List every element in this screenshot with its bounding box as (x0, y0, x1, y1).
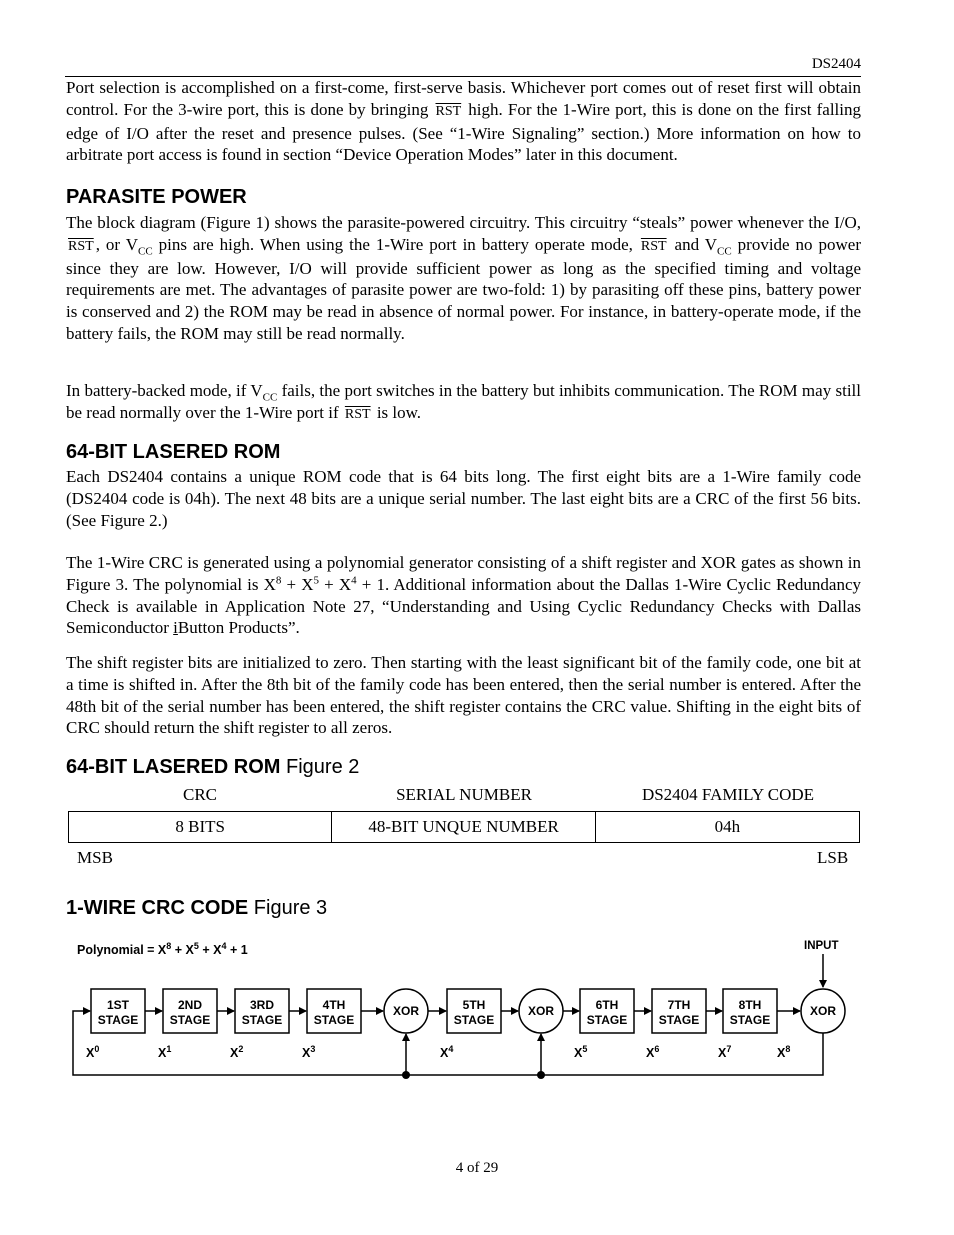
stage-4-box (307, 989, 361, 1033)
stage-3-box (235, 989, 289, 1033)
xor-gate-1 (384, 989, 428, 1033)
svg-text:STAGE: STAGE (169, 1013, 211, 1027)
stage-8-box (723, 989, 777, 1033)
svg-text:4TH: 4TH (322, 998, 346, 1012)
stage-2-box (163, 989, 217, 1033)
stage-6-box (580, 989, 634, 1033)
parasite-paragraph-1: The block diagram (Figure 1) shows the parasite-powered circuitry. This circuitry “steals” power whenever the I/O, $\overline{RST}$ , or $V_{CC}$ pins are high. When using the 1-Wire port in battery operate mode, $\overline{RST}$ and $V_{CC}$ provide no power since they are low. However, I/O will provide sufficient power as long as the specified timing and voltage requirements are met. The advantages of parasite power are two-fold: 1) by parasiting off these pins, battery power is conserved and 2) the ROM may be read in absence of normal power. For instance, in battery-operate mode, if the battery fails, the ROM may still be read normally. (66, 213, 861, 343)
stage-5-box (447, 989, 501, 1033)
svg-text:STAGE: STAGE (586, 1013, 628, 1027)
svg-text:XOR: XOR (809, 1004, 837, 1018)
svg-text:STAGE: STAGE (313, 1013, 355, 1027)
svg-text:5TH: 5TH (462, 998, 486, 1012)
tap-label-x8: $X^8$ (777, 1044, 791, 1060)
svg-text:STAGE: STAGE (658, 1013, 700, 1027)
tap-label-x2: $X^2$ (230, 1044, 244, 1060)
tap-label-x7: $X^7$ (718, 1044, 732, 1060)
cell-crc-bits: 8 BITS (69, 812, 332, 843)
tap-label-x3: $X^3$ (302, 1044, 316, 1060)
stage-1-box (91, 989, 145, 1033)
rom-layout-table (68, 811, 860, 843)
crc-diagram (66, 935, 866, 1090)
tap-label-x0: $X^0$ (86, 1044, 100, 1060)
rom-paragraph-2: The 1-Wire CRC is generated using a polynomial generator consisting of a shift register and XOR gates as shown in Figure 3. The polynomial is $X^8 + X^5 + X^4 + 1$. Additional information about the Dallas 1-Wire Cyclic Redundancy Check is available in Application Note 27, “Understanding and Using Cyclic Redundancy Checks with Dallas Semiconductor iButton Products”. (66, 553, 861, 638)
svg-text:1ST: 1ST (106, 998, 130, 1012)
svg-text:STAGE: STAGE (241, 1013, 283, 1027)
col-header-crc: CRC (182, 785, 218, 804)
figure-2-heading: 64-BIT LASERED ROM Figure 2 (66, 756, 360, 778)
junction-dot-2 (537, 1071, 545, 1079)
svg-text:STAGE: STAGE (729, 1013, 771, 1027)
table-row (69, 812, 860, 843)
rom-heading: 64-BIT LASERED ROM (66, 441, 281, 463)
lsb-label: LSB (817, 848, 849, 867)
msb-label: MSB (77, 848, 113, 867)
svg-text:STAGE: STAGE (453, 1013, 495, 1027)
tap-label-x4: $X^4$ (440, 1044, 454, 1060)
tap-label-x5: $X^5$ (574, 1044, 588, 1060)
intro-paragraph: Port selection is accomplished on a first-come, first-serve basis. Whichever port comes out of reset first will obtain control. For the 3-wire port, this is done by bringing $\overline{RST}$ high. For the 1-Wire port, this is done on the first falling edge of I/O after the reset and presence pulses. (See “1-Wire Signaling” section.) More information on how to arbitrate port access is found in section “Device Operation Modes” later in this document. (66, 78, 861, 165)
page-number: 4 of 29 (455, 1160, 499, 1176)
svg-text:6TH: 6TH (595, 998, 619, 1012)
input-label: INPUT (804, 940, 839, 952)
col-header-family: DS2404 FAMILY CODE (641, 785, 815, 804)
doc-id: DS2404 (811, 56, 861, 72)
rom-paragraph-1: Each DS2404 contains a unique ROM code that is 64 bits long. The first eight bits are a 1-Wire family code (DS2404 code is 04h). The next 48 bits are a unique serial number. The last eight bits are a CRC of the first 56 bits. (See Figure 2.) (66, 467, 861, 530)
parasite-paragraph-2: In battery-backed mode, if $V_{CC}$ fails, the port switches in the battery but inhibits communication. The ROM may still be read normally over the 1-Wire port if $\overline{RST}$ is low. (66, 381, 861, 422)
tap-label-x6: $X^6$ (646, 1044, 660, 1060)
tap-label-x1: $X^1$ (158, 1044, 172, 1060)
svg-text:XOR: XOR (527, 1004, 555, 1018)
svg-text:7TH: 7TH (667, 998, 691, 1012)
svg-text:3RD: 3RD (249, 998, 275, 1012)
svg-text:8TH: 8TH (738, 998, 762, 1012)
figure-3-heading: 1-WIRE CRC CODE Figure 3 (66, 897, 328, 919)
diagram-nodes (86, 989, 845, 1060)
col-header-serial: SERIAL NUMBER (396, 785, 532, 804)
cell-family-code: 04h (595, 812, 859, 843)
junction-dot-1 (402, 1071, 410, 1079)
svg-text:2ND: 2ND (177, 998, 203, 1012)
parasite-power-heading: PARASITE POWER (66, 186, 247, 208)
svg-text:STAGE: STAGE (97, 1013, 139, 1027)
rom-paragraph-3: The shift register bits are initialized to zero. Then starting with the least significant bit of the family code, one bit at a time is shifted in. After the 8th bit of the family code has been entered, then the serial number is entered. After the 48th bit of the serial number has been entered, the shift register contains the CRC value. Shifting in the eight bits of CRC should return the shift register to all zeros. (66, 653, 861, 738)
polynomial-label: Polynomial = $X^8 + X^5 + X^4 + 1$ (77, 941, 248, 957)
stage-7-box (652, 989, 706, 1033)
svg-text:XOR: XOR (392, 1004, 420, 1018)
xor-gate-3 (801, 989, 845, 1033)
xor-gate-2 (519, 989, 563, 1033)
cell-serial-number: 48-BIT UNQUE NUMBER (332, 812, 595, 843)
